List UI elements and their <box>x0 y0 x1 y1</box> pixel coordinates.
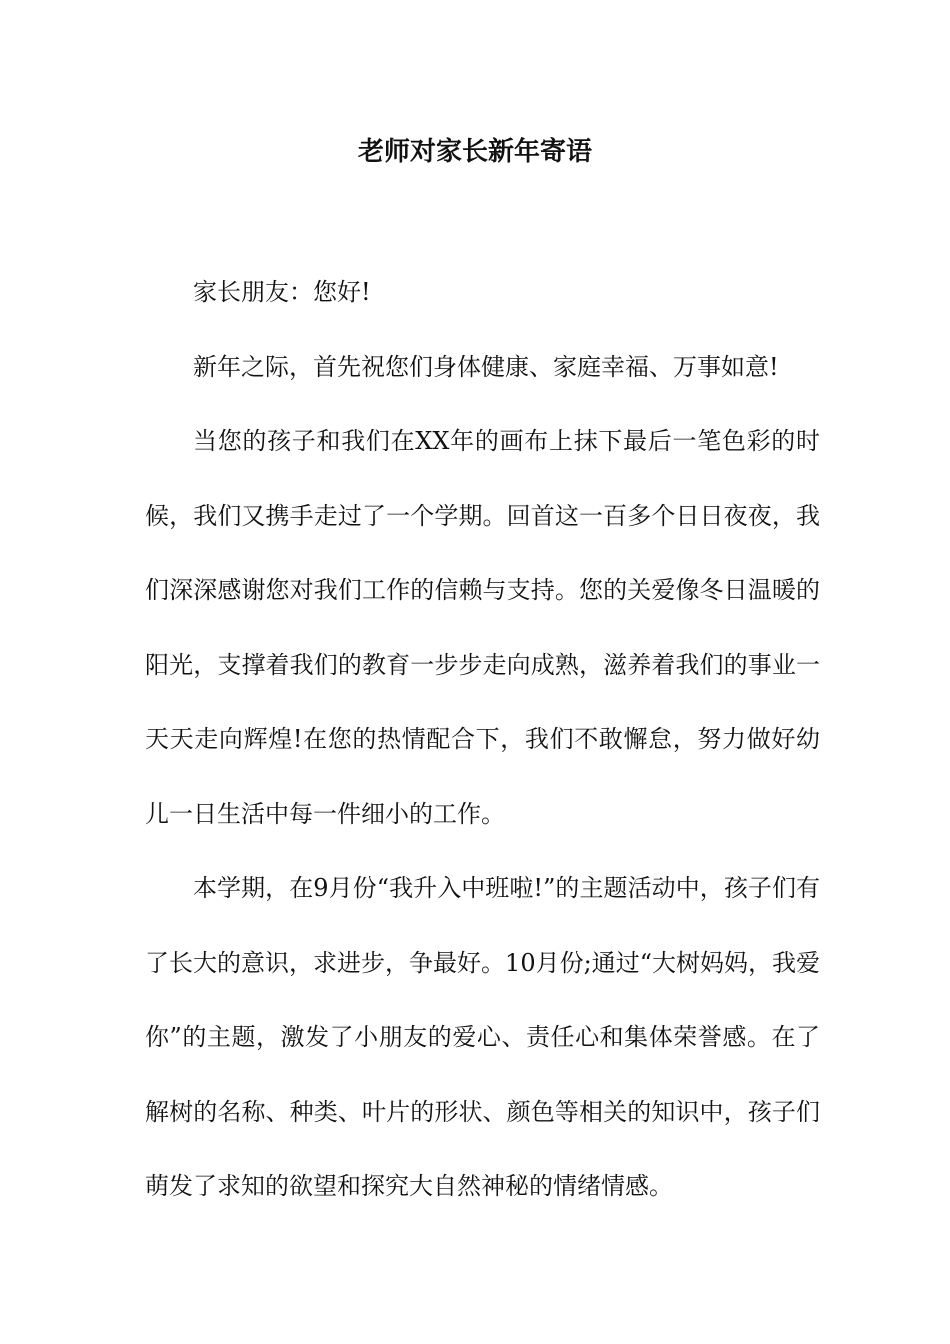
paragraph-greeting: 家长朋友：您好! <box>193 278 371 306</box>
document-body <box>145 255 820 1224</box>
document-title: 老师对家长新年寄语 <box>357 137 592 167</box>
paragraph-new-year-wishes: 新年之际，首先祝您们身体健康、家庭幸福、万事如意! <box>193 352 779 381</box>
paragraph-semester-activities: 本学期，在9月份“我升入中班啦!”的主题活动中，孩子们有了长大的意识，求进步，争最好。10月份;通过“大树妈妈，我爱你”的主题，激发了小朋友的爱心、责任心和集体荣誉感。在了解树的名称、种类、叶片的形状、颜色等相关的知识中，孩子们萌发了求知的欲望和探究大自然神秘的情绪情感。 <box>145 874 820 1200</box>
paragraph-semester-thanks: 当您的孩子和我们在XX年的画布上抹下最后一笔色彩的时候，我们又携手走过了一个学期。回首这一百多个日日夜夜，我们深深感谢您对我们工作的信赖与支持。您的关爱像冬日温暖的阳光，支撑着我们的教育一步步走向成熟，滋养着我们的事业一天天走向辉煌!在您的热情配合下，我们不敢懈怠，努力做好幼儿一日生活中每一件细小的工作。 <box>145 427 820 828</box>
